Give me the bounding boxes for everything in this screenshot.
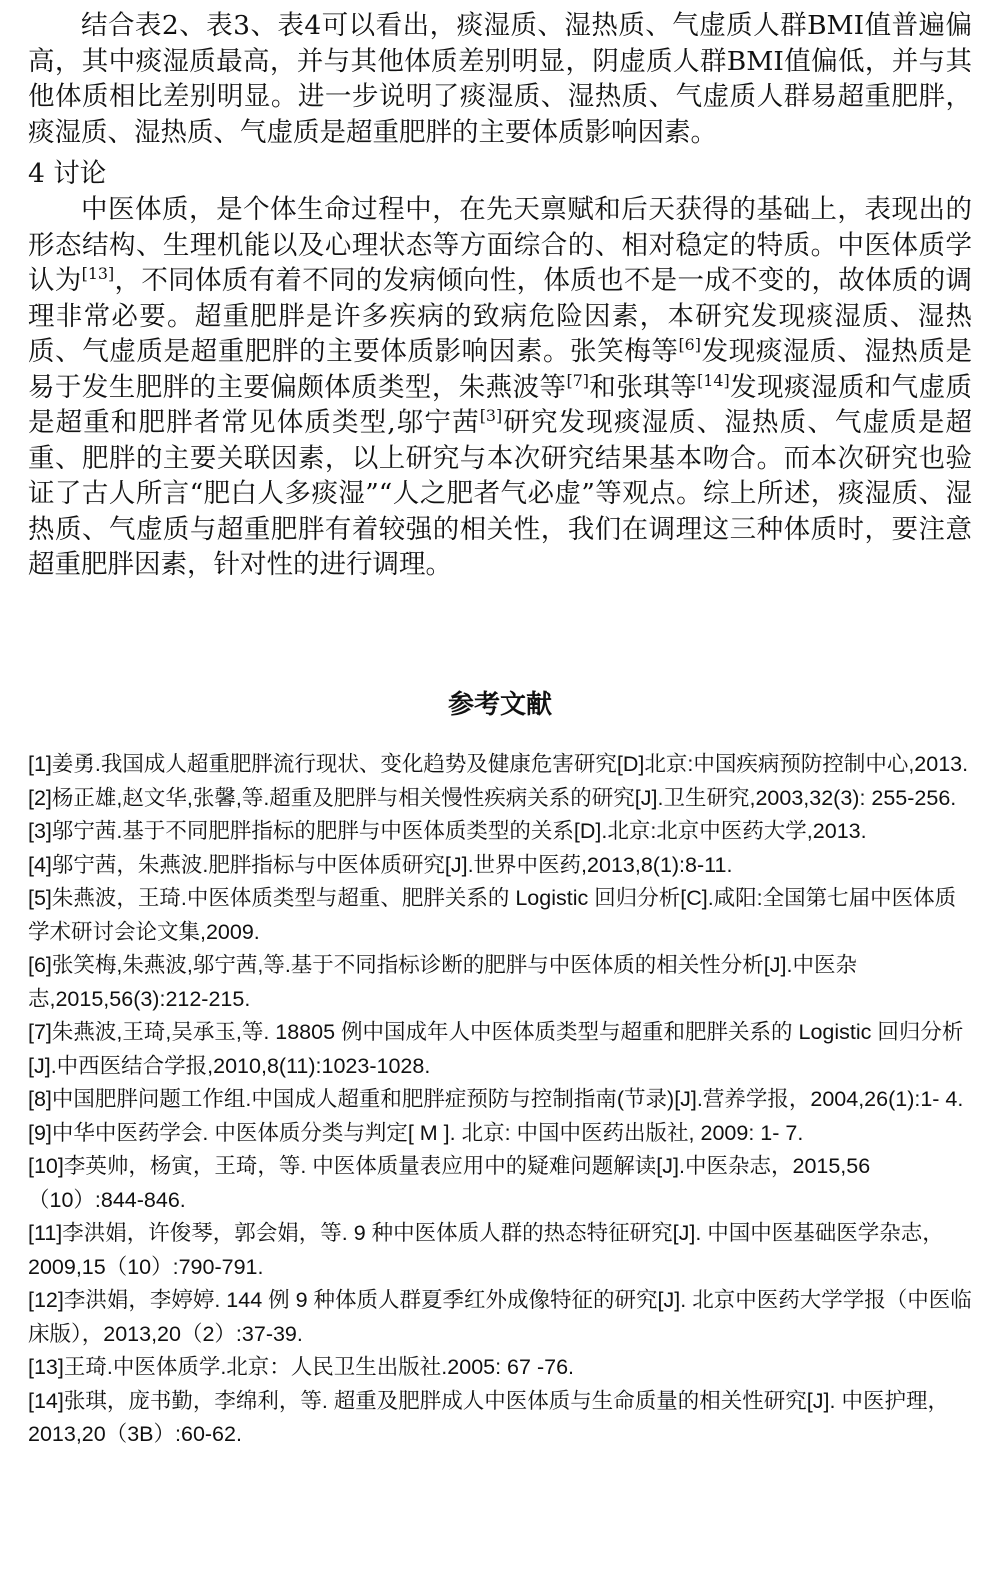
body-paragraph-1: 结合表2、表3、表4可以看出，痰湿质、湿热质、气虚质人群BMI值普遍偏高，其中痰湿质最高，并与其他体质差别明显，阴虚质人群BMI值偏低，并与其他体质相比差别明显。进一步说明了痰湿质、湿热质、气虚质人群易超重肥胖，痰湿质、湿热质、气虚质是超重肥胖的主要体质影响因素。 <box>28 10 972 148</box>
reference-item: [2]杨正雄,赵文华,张馨,等.超重及肥胖与相关慢性疾病关系的研究[J].卫生研究,2003,32(3): 255-256. <box>28 785 957 810</box>
citation-3: [3] <box>479 406 503 426</box>
paragraph-2-text-2: ，不同体质有着不同的发病倾向性，体质也不是一成不变的，故体质的调理非常必要。超重肥胖是许多疾病的致病危险因素，本研究发现痰湿质、湿热质、气虚质是超重肥胖的主要体质影响因素。张笑梅等 <box>28 265 973 367</box>
citation-6: [6] <box>678 335 701 355</box>
citation-7: [7] <box>566 370 589 390</box>
reference-item: [14]张琪，庞书勤，李绵利，等. 超重及肥胖成人中医体质与生命质量的相关性研究[J]. 中医护理，2013,20（3B）:60-62. <box>28 1388 949 1446</box>
body-paragraph-2 <box>28 192 972 583</box>
reference-item: [13]王琦.中医体质学.北京：人民卫生出版社.2005: 67 -76. <box>28 1355 574 1379</box>
paragraph-2-text-4: 和张琪等 <box>588 371 698 403</box>
paragraph-2-text-3: 发现痰湿质、湿热质是易于发生肥胖的主要偏颇体质类型，朱燕波等 <box>28 336 973 403</box>
reference-item: [12]李洪娟，李婷婷. 144 例 9 种体质人群夏季红外成像特征的研究[J]. 北京中医药大学学报（中医临床版），2013,20（2）:37-39. <box>28 1288 972 1346</box>
reference-item: [3]邬宁茜.基于不同肥胖指标的肥胖与中医体质类型的关系[D].北京:北京中医药大学,2013. <box>28 819 867 843</box>
reference-item: [11]李洪娟，许俊琴，郭会娟，等. 9 种中医体质人群的热态特征研究[J]. 中国中医基础医学杂志，2009,15（10）:790-791. <box>28 1221 944 1279</box>
reference-list <box>28 748 972 1452</box>
document-page <box>28 0 973 1446</box>
reference-item: [9]中华中医药学会. 中医体质分类与判定[ M ]. 北京: 中国中医药出版社, 2009: 1- 7. <box>28 1120 804 1145</box>
section-heading-discussion: 4 讨论 <box>28 158 107 189</box>
reference-item: [1]姜勇.我国成人超重肥胖流行现状、变化趋势及健康危害研究[D]北京:中国疾病预防控制中心,2013. <box>28 752 969 776</box>
citation-14: [14] <box>697 370 730 390</box>
reference-item: [7]朱燕波,王琦,吴承玉,等. 18805 例中国成年人中医体质类型与超重和肥胖关系的 Logistic 回归分析[J].中西医结合学报,2010,8(11):1023-1028. <box>28 1020 964 1078</box>
references-title: 参考文献 <box>447 690 552 720</box>
reference-item: [6]张笑梅,朱燕波,邬宁茜,等.基于不同指标诊断的肥胖与中医体质的相关性分析[J].中医杂志,2015,56(3):212-215. <box>28 953 857 1011</box>
reference-item: [4]邬宁茜，朱燕波.肥胖指标与中医体质研究[J].世界中医药,2013,8(1):8-11. <box>28 852 733 877</box>
citation-13: [13] <box>81 264 115 284</box>
reference-item: [5]朱燕波，王琦.中医体质类型与超重、肥胖关系的 Logistic 回归分析[C].咸阳:全国第七届中医体质学术研讨会论文集,2009. <box>28 886 957 944</box>
paragraph-2-text-6: 研究发现痰湿质、湿热质、气虚质是超重、肥胖的主要关联因素，以上研究与本次研究结果基本吻合。而本次研究也验证了古人所言“肥白人多痰湿”“人之肥者气必虚”等观点。综上所述，痰湿质、湿热质、气虚质与超重肥胖有着较强的相关性，我们在调理这三种体质时，要注意超重肥胖因素，针对性的进行调理。 <box>28 407 972 580</box>
reference-item: [8]中国肥胖问题工作组.中国成人超重和肥胖症预防与控制指南(节录)[J].营养学报，2004,26(1):1- 4. <box>28 1087 964 1111</box>
reference-item: [10]李英帅，杨寅，王琦，等. 中医体质量表应用中的疑难问题解读[J].中医杂志，2015,56（10）:844-846. <box>28 1154 871 1212</box>
paragraph-2-text-1: 中医体质，是个体生命过程中，在先天禀赋和后天获得的基础上，表现出的形态结构、生理机能以及心理状态等方面综合的、相对稳定的特质。中医体质学认为 <box>28 194 972 296</box>
paragraph-2-text-5: 发现痰湿质和气虚质是超重和肥胖者常见体质类型,邬宁茜 <box>28 371 973 438</box>
